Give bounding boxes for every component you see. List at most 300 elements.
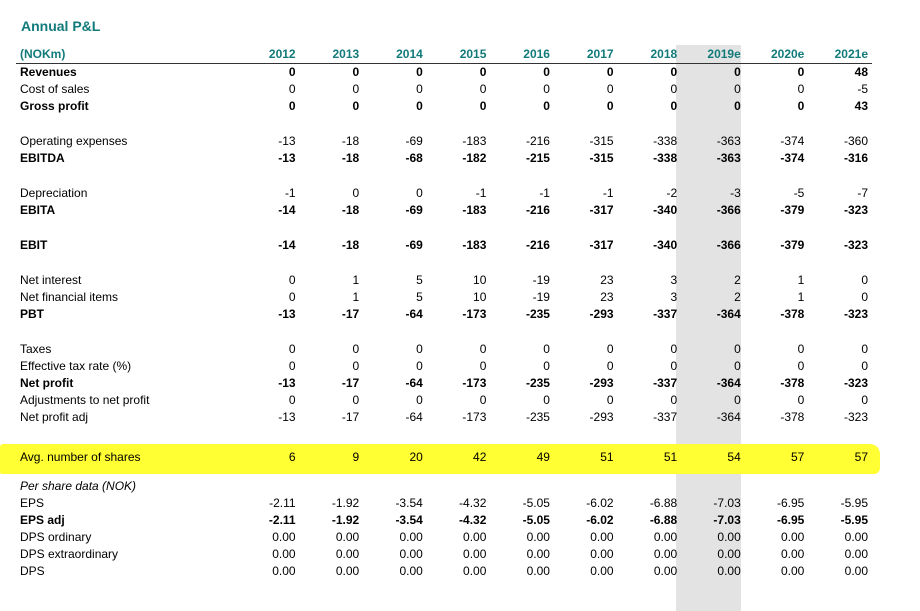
table-row-dps <box>16 563 872 580</box>
value-cell: 23 <box>600 290 614 304</box>
spacer-row <box>16 167 872 185</box>
row-label: Effective tax rate (%) <box>20 359 132 373</box>
table-row-ebita <box>16 202 872 219</box>
row-label: Per share data (NOK) <box>20 479 137 493</box>
value-cell: -69 <box>405 203 423 217</box>
value-cell: 0 <box>670 359 678 373</box>
value-cell: -17 <box>341 376 360 390</box>
value-cell: 0 <box>352 65 360 79</box>
value-cell: 0 <box>416 393 423 407</box>
table-row-operating-expenses <box>16 133 872 150</box>
row-label: PBT <box>20 307 44 321</box>
value-cell: -366 <box>716 238 741 252</box>
value-cell: 0 <box>606 82 614 96</box>
value-cell: 10 <box>473 273 487 287</box>
value-cell: 0 <box>288 82 296 96</box>
value-cell: -19 <box>532 273 550 287</box>
value-cell: 0 <box>606 359 614 373</box>
value-cell: -5.05 <box>522 496 550 510</box>
value-cell: -4.32 <box>459 496 487 510</box>
value-cell: 0 <box>416 359 423 373</box>
value-cell: -235 <box>525 376 550 390</box>
year-header: 2015 <box>427 46 491 64</box>
value-cell <box>236 478 300 495</box>
value-cell: -366 <box>716 203 741 217</box>
value-cell: -6.88 <box>649 496 678 510</box>
value-cell: -337 <box>653 376 678 390</box>
value-cell: -378 <box>780 307 805 321</box>
value-cell: -14 <box>278 238 296 252</box>
value-cell <box>745 478 809 495</box>
value-cell: -17 <box>341 307 360 321</box>
value-cell: 0 <box>479 99 487 113</box>
table-row-net-profit-adj <box>16 409 872 426</box>
spacer-cell <box>16 254 872 272</box>
table-row-gross-profit <box>16 98 872 115</box>
value-cell: 3 <box>670 273 678 287</box>
value-cell: 0 <box>543 99 550 113</box>
value-cell: -64 <box>405 410 423 424</box>
value-cell: -7 <box>857 186 868 200</box>
value-cell: -360 <box>843 134 868 148</box>
value-cell: -374 <box>780 151 805 165</box>
value-cell: 0 <box>734 99 741 113</box>
table-row-pbt <box>16 306 872 323</box>
value-cell: 0.00 <box>526 547 550 561</box>
spacer-cell <box>16 470 872 478</box>
value-cell: 0 <box>670 99 678 113</box>
value-cell: 1 <box>352 273 360 287</box>
value-cell: 0 <box>861 273 868 287</box>
value-cell: -13 <box>278 151 296 165</box>
value-cell: 0 <box>352 99 360 113</box>
header-row <box>16 46 872 64</box>
value-cell: 0 <box>352 359 360 373</box>
value-cell: -18 <box>341 238 360 252</box>
value-cell: 23 <box>600 273 614 287</box>
value-cell: -3.54 <box>395 496 423 510</box>
value-cell: -5 <box>857 82 868 96</box>
value-cell: 0 <box>416 82 423 96</box>
spacer-row <box>16 115 872 133</box>
table-row-dps-extraordinary <box>16 546 872 563</box>
value-cell: 0 <box>288 393 296 407</box>
value-cell: 0 <box>797 65 805 79</box>
value-cell: -5 <box>793 186 805 200</box>
value-cell: 0.00 <box>335 564 360 578</box>
value-cell: -1 <box>539 186 550 200</box>
value-cell: -364 <box>716 376 741 390</box>
value-cell: 0 <box>352 82 360 96</box>
value-cell: -18 <box>341 151 360 165</box>
value-cell: -14 <box>278 203 296 217</box>
value-cell: -315 <box>589 134 614 148</box>
row-label: DPS ordinary <box>20 530 92 544</box>
value-cell <box>618 478 682 495</box>
value-cell: -323 <box>843 376 868 390</box>
value-cell: 2 <box>734 273 741 287</box>
row-label: Net profit <box>20 376 74 390</box>
value-cell: 0 <box>288 65 296 79</box>
value-cell: 0.00 <box>653 530 678 544</box>
value-cell: 0 <box>352 186 360 200</box>
value-cell: 0.00 <box>526 564 550 578</box>
table-row-ebit <box>16 237 872 254</box>
value-cell: 0 <box>606 65 614 79</box>
table-row-dps-ordinary <box>16 529 872 546</box>
value-cell: 0.00 <box>399 530 423 544</box>
value-cell <box>427 478 491 495</box>
value-cell: 0.00 <box>463 530 487 544</box>
table-row-eps-adj <box>16 512 872 529</box>
value-cell: 0.00 <box>653 547 678 561</box>
value-cell: -173 <box>462 307 487 321</box>
row-label: Net financial items <box>20 290 119 304</box>
value-cell: 0 <box>670 393 678 407</box>
value-cell: 0 <box>352 342 360 356</box>
spacer-row <box>16 470 872 478</box>
value-cell: -379 <box>780 203 805 217</box>
row-label: Net profit adj <box>20 410 89 424</box>
value-cell: 0.00 <box>717 530 741 544</box>
year-header: 2017 <box>554 46 618 64</box>
table-row-taxes <box>16 341 872 358</box>
value-cell: -183 <box>462 203 487 217</box>
value-cell: 2 <box>734 290 741 304</box>
value-cell: 0 <box>288 359 296 373</box>
value-cell: -363 <box>716 151 741 165</box>
value-cell: 1 <box>797 273 805 287</box>
value-cell: -13 <box>278 410 296 424</box>
value-cell: -235 <box>525 307 550 321</box>
year-header: 2021e <box>808 46 872 64</box>
value-cell: 0 <box>479 359 487 373</box>
value-cell <box>808 478 872 495</box>
spacer-cell <box>16 323 872 341</box>
value-cell: -5.05 <box>522 513 550 527</box>
table-row-eps <box>16 495 872 512</box>
value-cell: 0 <box>543 82 550 96</box>
spacer-cell <box>16 219 872 237</box>
value-cell: 0 <box>288 290 296 304</box>
value-cell: 0.00 <box>717 547 741 561</box>
row-label: EBIT <box>20 238 48 252</box>
value-cell: -13 <box>278 376 296 390</box>
value-cell: 0 <box>734 359 741 373</box>
value-cell: 5 <box>416 290 423 304</box>
value-cell: -316 <box>843 151 868 165</box>
year-header: 2020e <box>745 46 809 64</box>
value-cell: -323 <box>843 203 868 217</box>
spacer-row <box>16 254 872 272</box>
table-row-effective-tax-rate <box>16 358 872 375</box>
value-cell: 0.00 <box>399 564 423 578</box>
value-cell: -216 <box>525 238 550 252</box>
value-cell: -183 <box>462 134 487 148</box>
value-cell: -68 <box>405 151 423 165</box>
value-cell: 0 <box>670 65 678 79</box>
value-cell: -2.11 <box>268 513 296 527</box>
page-title: Annual P&L <box>21 18 101 34</box>
value-cell: -5.95 <box>840 513 868 527</box>
value-cell: -64 <box>405 376 423 390</box>
value-cell: 0.00 <box>399 547 423 561</box>
row-label: Avg. number of shares <box>20 449 141 464</box>
value-cell: -215 <box>525 151 550 165</box>
table-row-cost-of-sales <box>16 81 872 98</box>
value-cell: 0.00 <box>781 564 805 578</box>
value-cell: 0 <box>543 65 550 79</box>
value-cell: 9 <box>352 449 360 464</box>
table-row-net-financial-items <box>16 289 872 306</box>
value-cell: 0 <box>797 99 805 113</box>
value-cell: 0.00 <box>590 547 614 561</box>
table-row-net-profit <box>16 375 872 392</box>
row-label: EPS adj <box>20 513 65 527</box>
value-cell: -17 <box>341 410 360 424</box>
value-cell: 42 <box>473 449 487 464</box>
value-cell: 0.00 <box>781 530 805 544</box>
value-cell: 0 <box>797 342 805 356</box>
table-row-adjustments <box>16 392 872 409</box>
spacer-row <box>16 219 872 237</box>
value-cell: 5 <box>416 273 423 287</box>
value-cell: 0.00 <box>272 547 296 561</box>
spacer-cell <box>16 426 872 444</box>
value-cell: -13 <box>278 134 296 148</box>
value-cell: -1 <box>284 186 296 200</box>
row-label: Adjustments to net profit <box>20 393 150 407</box>
row-label: Gross profit <box>20 99 89 113</box>
value-cell: 0 <box>416 186 423 200</box>
value-cell: 0 <box>734 65 741 79</box>
value-cell: 0 <box>288 99 296 113</box>
value-cell: -2.11 <box>269 496 296 510</box>
value-cell: -6.95 <box>777 513 805 527</box>
value-cell: -1.92 <box>331 513 360 527</box>
value-cell: 0 <box>479 393 487 407</box>
value-cell <box>300 478 364 495</box>
value-cell: -7.03 <box>713 496 741 510</box>
value-cell: -3.54 <box>395 513 423 527</box>
row-label: Cost of sales <box>20 82 90 96</box>
table-row-avg-shares <box>16 444 872 470</box>
value-cell: 0.00 <box>844 530 868 544</box>
value-cell: 0 <box>670 342 678 356</box>
value-cell: 0.00 <box>272 564 296 578</box>
row-label: EBITDA <box>20 151 65 165</box>
value-cell: -340 <box>653 203 678 217</box>
value-cell: -1 <box>602 186 614 200</box>
value-cell: -216 <box>525 134 550 148</box>
year-header: 2016 <box>490 46 554 64</box>
value-cell: 0 <box>861 359 868 373</box>
value-cell: 0 <box>543 393 550 407</box>
value-cell: 20 <box>409 449 423 464</box>
value-cell: 0 <box>606 99 614 113</box>
value-cell: 3 <box>670 290 678 304</box>
year-header: 2012 <box>236 46 300 64</box>
row-label: Depreciation <box>20 186 88 200</box>
value-cell: 0 <box>606 393 614 407</box>
value-cell: 0 <box>416 65 423 79</box>
value-cell: 0 <box>734 342 741 356</box>
value-cell: -173 <box>462 410 487 424</box>
value-cell: -338 <box>653 134 678 148</box>
table-row-depreciation <box>16 185 872 202</box>
value-cell: -6.02 <box>586 496 614 510</box>
value-cell: 0 <box>543 359 550 373</box>
value-cell: 0 <box>797 359 805 373</box>
value-cell: -293 <box>589 410 614 424</box>
value-cell: -378 <box>780 410 805 424</box>
value-cell: -69 <box>405 238 423 252</box>
value-cell: -173 <box>462 376 487 390</box>
table-row-revenues <box>16 64 872 82</box>
pnl-table <box>16 46 872 580</box>
value-cell: 0 <box>288 342 296 356</box>
value-cell: -364 <box>716 410 741 424</box>
table-row-per-share-header <box>16 478 872 495</box>
value-cell: -337 <box>653 410 678 424</box>
value-cell: 51 <box>663 449 678 464</box>
value-cell: 0.00 <box>590 530 614 544</box>
value-cell: -7.03 <box>713 513 741 527</box>
value-cell <box>363 478 427 495</box>
value-cell: -216 <box>525 203 550 217</box>
year-header: 2018 <box>618 46 682 64</box>
value-cell: -293 <box>589 307 614 321</box>
value-cell: 0 <box>606 342 614 356</box>
value-cell: -317 <box>589 238 614 252</box>
value-cell: -18 <box>341 134 360 148</box>
value-cell: 0.00 <box>844 564 868 578</box>
value-cell: -323 <box>843 238 868 252</box>
row-label: Operating expenses <box>20 134 128 148</box>
value-cell: -378 <box>780 376 805 390</box>
value-cell: 0.00 <box>844 547 868 561</box>
value-cell: 0 <box>288 273 296 287</box>
value-cell: -13 <box>278 307 296 321</box>
value-cell: 0.00 <box>335 547 360 561</box>
unit-label: (NOKm) <box>16 46 236 64</box>
value-cell: 1 <box>352 290 360 304</box>
value-cell: -18 <box>341 203 360 217</box>
value-cell: -5.95 <box>840 496 868 510</box>
value-cell: 0.00 <box>590 564 614 578</box>
row-label: Taxes <box>20 342 52 356</box>
spacer-row <box>16 323 872 341</box>
value-cell: 1 <box>797 290 805 304</box>
value-cell: 0 <box>352 393 360 407</box>
table-row-ebitda <box>16 150 872 167</box>
value-cell: 6 <box>288 449 296 464</box>
value-cell: 0 <box>861 342 868 356</box>
year-header: 2014 <box>363 46 427 64</box>
value-cell: -379 <box>780 238 805 252</box>
value-cell: 0 <box>797 82 805 96</box>
value-cell: 0.00 <box>335 530 360 544</box>
row-label: DPS extraordinary <box>20 547 119 561</box>
value-cell: -1 <box>475 186 487 200</box>
value-cell: -340 <box>653 238 678 252</box>
value-cell: -317 <box>589 203 614 217</box>
row-label: Net interest <box>20 273 82 287</box>
value-cell: 0 <box>479 65 487 79</box>
value-cell: 0.00 <box>717 564 741 578</box>
row-label: Revenues <box>20 65 77 79</box>
spacer-cell <box>16 167 872 185</box>
value-cell: 0 <box>670 82 678 96</box>
value-cell: 43 <box>854 99 868 113</box>
value-cell: 51 <box>600 449 614 464</box>
value-cell: -337 <box>653 307 678 321</box>
value-cell: -374 <box>780 134 805 148</box>
value-cell: -1.92 <box>331 496 360 510</box>
value-cell: 0 <box>479 342 487 356</box>
value-cell: 0 <box>861 393 868 407</box>
value-cell: 0 <box>416 342 423 356</box>
value-cell: -323 <box>843 307 868 321</box>
value-cell: -183 <box>462 238 487 252</box>
value-cell: 0 <box>734 393 741 407</box>
value-cell: -293 <box>589 376 614 390</box>
value-cell: -64 <box>405 307 423 321</box>
value-cell: 0.00 <box>526 530 550 544</box>
value-cell: 0.00 <box>781 547 805 561</box>
value-cell: 57 <box>854 449 868 464</box>
value-cell: -3 <box>730 186 741 200</box>
value-cell: -182 <box>462 151 487 165</box>
value-cell: -6.88 <box>649 513 678 527</box>
value-cell <box>490 478 554 495</box>
value-cell: 0.00 <box>272 530 296 544</box>
row-label: DPS <box>20 564 45 578</box>
value-cell: 0 <box>861 290 868 304</box>
value-cell: 0 <box>734 82 741 96</box>
value-cell: -363 <box>716 134 741 148</box>
value-cell: 0 <box>543 342 550 356</box>
value-cell: 48 <box>854 65 868 79</box>
value-cell: 0 <box>479 82 487 96</box>
value-cell: 0 <box>416 99 423 113</box>
value-cell: -235 <box>525 410 550 424</box>
value-cell: -6.02 <box>586 513 614 527</box>
value-cell: 0.00 <box>463 547 487 561</box>
value-cell: 0.00 <box>463 564 487 578</box>
table-row-net-interest <box>16 272 872 289</box>
value-cell: -323 <box>843 410 868 424</box>
spacer-cell <box>16 115 872 133</box>
value-cell: -315 <box>589 151 614 165</box>
year-header: 2013 <box>300 46 364 64</box>
value-cell: 0.00 <box>653 564 678 578</box>
value-cell: -2 <box>666 186 678 200</box>
value-cell: 57 <box>791 449 805 464</box>
value-cell: -69 <box>405 134 423 148</box>
row-label: EBITA <box>20 203 56 217</box>
value-cell: 49 <box>536 449 550 464</box>
value-cell <box>681 478 745 495</box>
value-cell: 10 <box>473 290 487 304</box>
value-cell: 0 <box>797 393 805 407</box>
value-cell: -6.95 <box>777 496 805 510</box>
value-cell: -364 <box>716 307 741 321</box>
value-cell: -338 <box>653 151 678 165</box>
row-label: EPS <box>20 496 45 510</box>
value-cell: -19 <box>532 290 550 304</box>
value-cell <box>554 478 618 495</box>
